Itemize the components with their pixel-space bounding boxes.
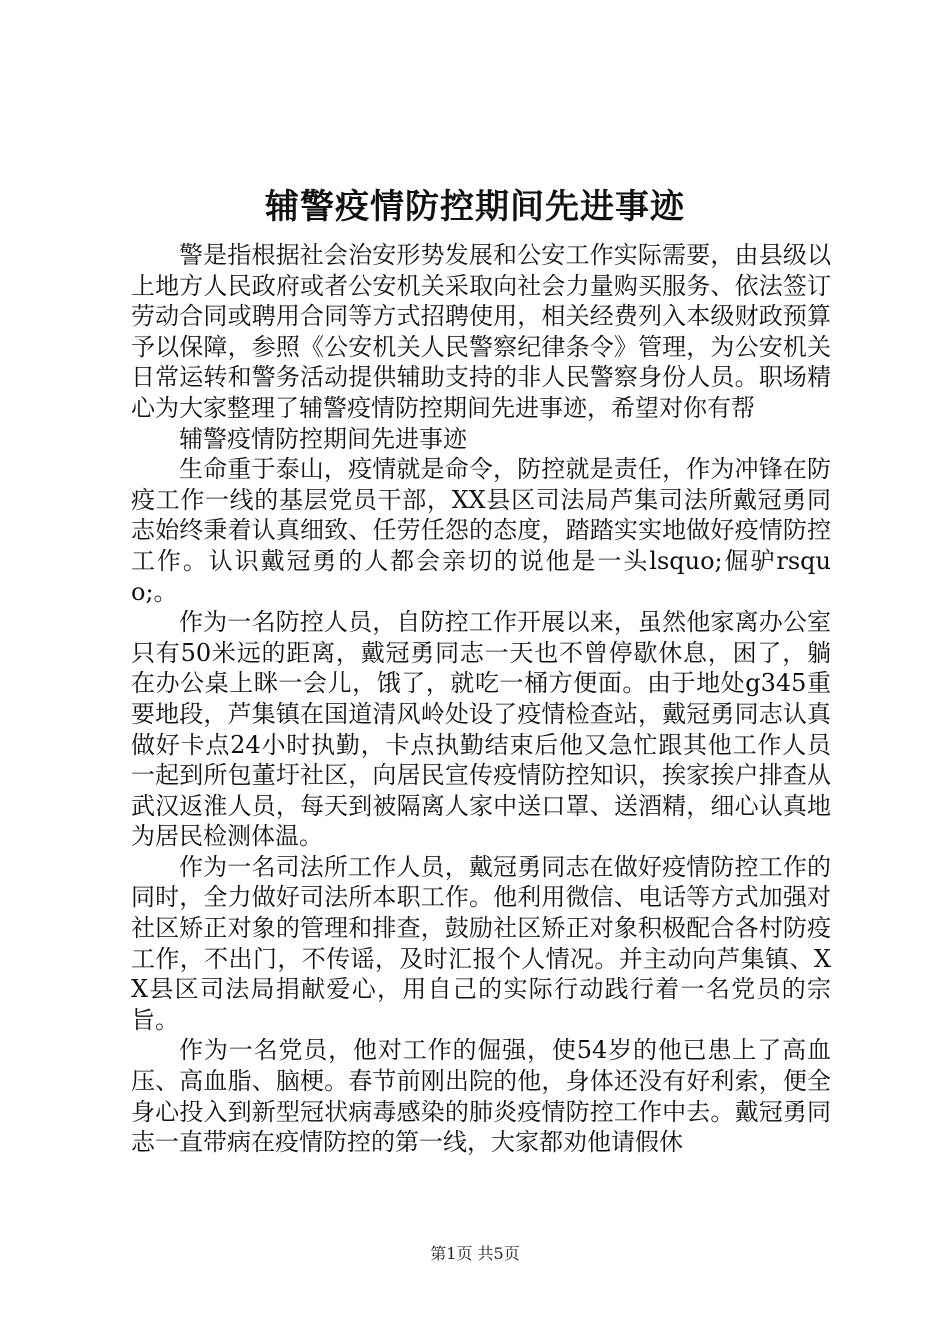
body-paragraph-3: 作为一名司法所工作人员，戴冠勇同志在做好疫情防控工作的同时，全力做好司法所本职工作。他利用微信、电话等方式加强对社区矫正对象的管理和排查，鼓励社区矫正对象积极配合各村防疫工作，不出门，不传谣，及时汇报个人情况。并主动向芦集镇、XX县区司法局捐献爱心，用自己的实际行动践行着一名党员的宗旨。 [131, 852, 831, 1034]
page-number-footer: 第1页 共5页 [430, 1244, 520, 1263]
body-paragraph-4: 作为一名党员，他对工作的倔强，使54岁的他已患上了高血压、高血脂、脑梗。春节前刚出院的他，身体还没有好利索，便全身心投入到新型冠状病毒感染的肺炎疫情防控工作中去。戴冠勇同志一直带病在疫情防控的第一线，大家都劝他请假休 [131, 1036, 831, 1157]
body-paragraph-2: 作为一名防控人员，自防控工作开展以来，虽然他家离办公室只有50米远的距离，戴冠勇同志一天也不曾停歇休息，困了，躺在办公桌上眯一会儿，饿了，就吃一桶方便面。由于地处g345重要地段，芦集镇在国道清风岭处设了疫情检查站，戴冠勇同志认真做好卡点24小时执勤，卡点执勤结束后他又急忙跟其他工作人员一起到所包董圩社区，向居民宣传疫情防控知识，挨家挨户排查从武汉返淮人员，每天到被隔离人家中送口罩、送酒精，细心认真地为居民检测体温。 [131, 608, 831, 851]
document-title: 辅警疫情防控期间先进事迹 [265, 187, 685, 227]
intro-paragraph: 警是指根据社会治安形势发展和公安工作实际需要，由县级以上地方人民政府或者公安机关采取向社会力量购买服务、依法签订劳动合同或聘用合同等方式招聘使用，相关经费列入本级财政预算予以保障，参照《公安机关人民警察纪律条令》管理，为公安机关日常运转和警务活动提供辅助支持的非人民警察身份人员。职场精心为大家整理了辅警疫情防控期间先进事迹，希望对你有帮 [131, 241, 831, 422]
document-body [131, 240, 831, 1158]
section-heading: 辅警疫情防控期间先进事迹 [179, 424, 467, 453]
body-paragraph-1: 生命重于泰山，疫情就是命令，防控就是责任，作为冲锋在防疫工作一线的基层党员干部，XX县区司法局芦集司法所戴冠勇同志始终秉着认真细致、任劳任怨的态度，踏踏实实地做好疫情防控工作。认识戴冠勇的人都会亲切的说他是一头lsquo;倔驴rsquo;。 [131, 455, 831, 606]
